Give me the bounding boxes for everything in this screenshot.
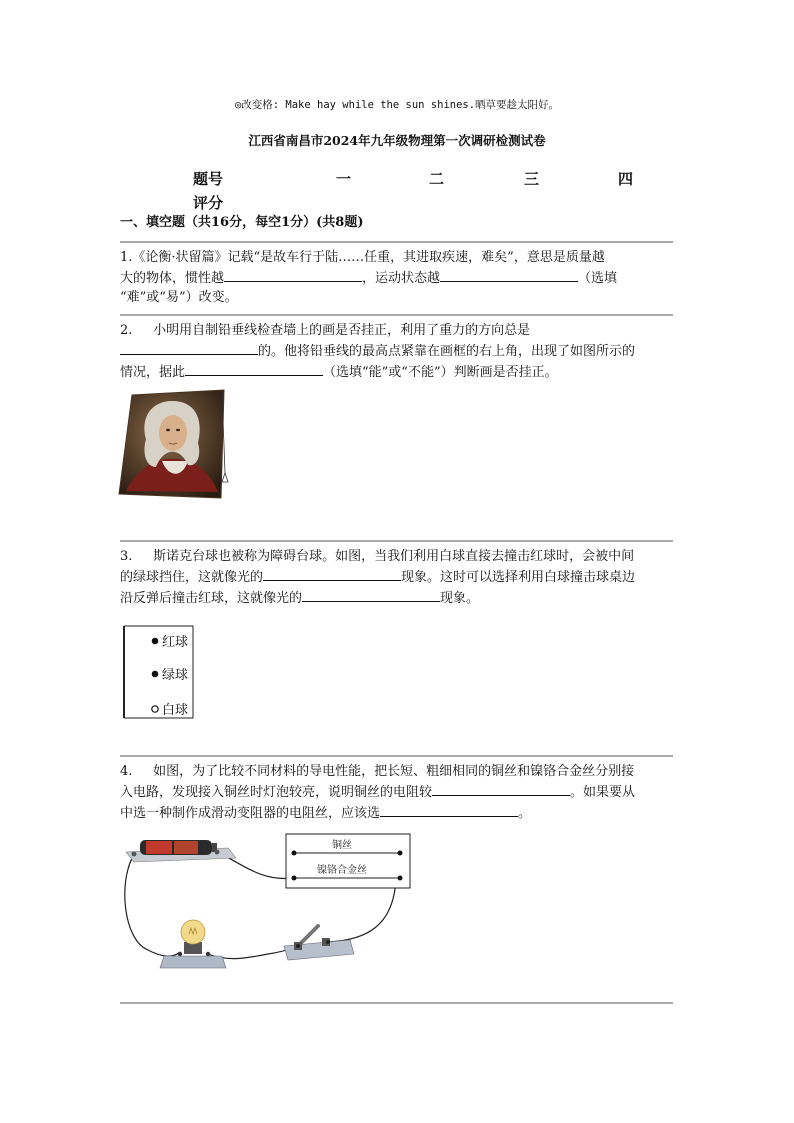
q1-text-4: （选填 [578,271,618,286]
q4-text-1: 如图，为了比较不同材料的导电性能，把长短、粗细相同的铜丝和镍铬合金丝分别接 [153,764,635,779]
score-col-4: 四 [618,170,634,188]
question-3 [120,547,673,608]
q2-number: 2. [120,323,133,338]
green-ball-label: 绿球 [162,668,189,683]
question-4 [120,762,673,823]
q1-text-1: 《论衡·状留篇》记载“是故车行于陆……任重，其进取疾速，难矣”，意思是质量越 [132,250,605,265]
white-ball-icon [152,706,158,712]
divider [120,314,673,316]
divider [120,1002,673,1004]
section-heading: 一、填空题（共16分，每空1分）(共8题) [120,215,364,230]
score-col-1: 一 [336,170,352,188]
white-ball-label: 白球 [162,703,189,718]
q1-blank-1[interactable] [224,267,362,282]
wire-sample-board [286,834,410,888]
score-table-label: 题号 [193,170,224,188]
q4-text-3: 。如果要从 [570,785,636,800]
green-ball-icon [152,671,159,678]
circuit-figure [118,830,418,975]
switch-icon [284,926,354,960]
q3-blank-1[interactable] [263,566,401,581]
score-row-label: 评分 [193,194,224,212]
q2-text-1: 小明用自制铅垂线检查墙上的画是否挂正，利用了重力的方向总是 [153,323,531,338]
score-col-3: 三 [524,170,540,188]
portrait-figure [118,387,233,502]
q3-text-1: 斯诺克台球也被称为障碍台球。如图，当我们利用白球直接去撞击红球时，会被中间 [153,549,635,564]
divider [120,755,673,757]
red-ball-icon [152,638,159,645]
question-1 [120,248,673,307]
copper-wire-label: 铜丝 [332,840,352,851]
q2-blank-1[interactable] [120,340,258,355]
snooker-figure [120,624,196,720]
divider [120,540,673,542]
divider [120,241,673,243]
motto: ◎改变格: Make hay while the sun shines.晒草要趁太阳好。 [234,99,560,111]
exam-title: 江西省南昌市2024年九年级物理第一次调研检测试卷 [248,133,546,148]
q4-blank-2[interactable] [380,802,518,817]
q1-text-3: ，运动状态越 [362,271,441,286]
red-ball-label: 红球 [162,635,189,650]
bulb-icon [160,920,226,968]
q2-text-3: 情况，据此 [120,365,186,380]
q3-text-5: 现象。 [440,591,480,606]
q3-text-3: 现象。这时可以选择利用白球撞击球桌边 [401,570,636,585]
score-col-2: 二 [429,170,445,188]
q3-text-4: 沿反弹后撞击红球，这就像光的 [120,591,303,606]
q3-text-2: 的绿球挡住，这就像光的 [120,570,264,585]
question-2 [120,321,673,382]
painting [119,390,224,498]
q3-number: 3. [120,549,133,564]
battery-icon [126,840,236,862]
q4-number: 4. [120,764,133,779]
score-table [193,168,663,216]
q2-text-4: （选填“能”或“不能”）判断画是否挂正。 [323,365,558,380]
q1-blank-2[interactable] [440,267,578,282]
q1-text-5: “难”或“易”）改变。 [120,290,238,305]
q4-text-2: 入电路，发现接入铜丝时灯泡较亮，说明铜丝的电阻较 [120,785,433,800]
q3-blank-2[interactable] [302,587,440,602]
q1-number: 1. [120,250,133,265]
q4-text-5: 。 [518,806,532,821]
q2-blank-2[interactable] [185,361,323,376]
q1-text-2: 大的物体，惯性越 [120,271,225,286]
q2-text-2: 的。他将铅垂线的最高点紧靠在画框的右上角，出现了如图所示的 [258,344,636,359]
q4-text-4: 中选一种制作成滑动变阻器的电阻丝，应该选 [120,806,381,821]
q4-blank-1[interactable] [432,781,570,796]
nichrome-wire-label: 镍铬合金丝 [317,865,367,876]
